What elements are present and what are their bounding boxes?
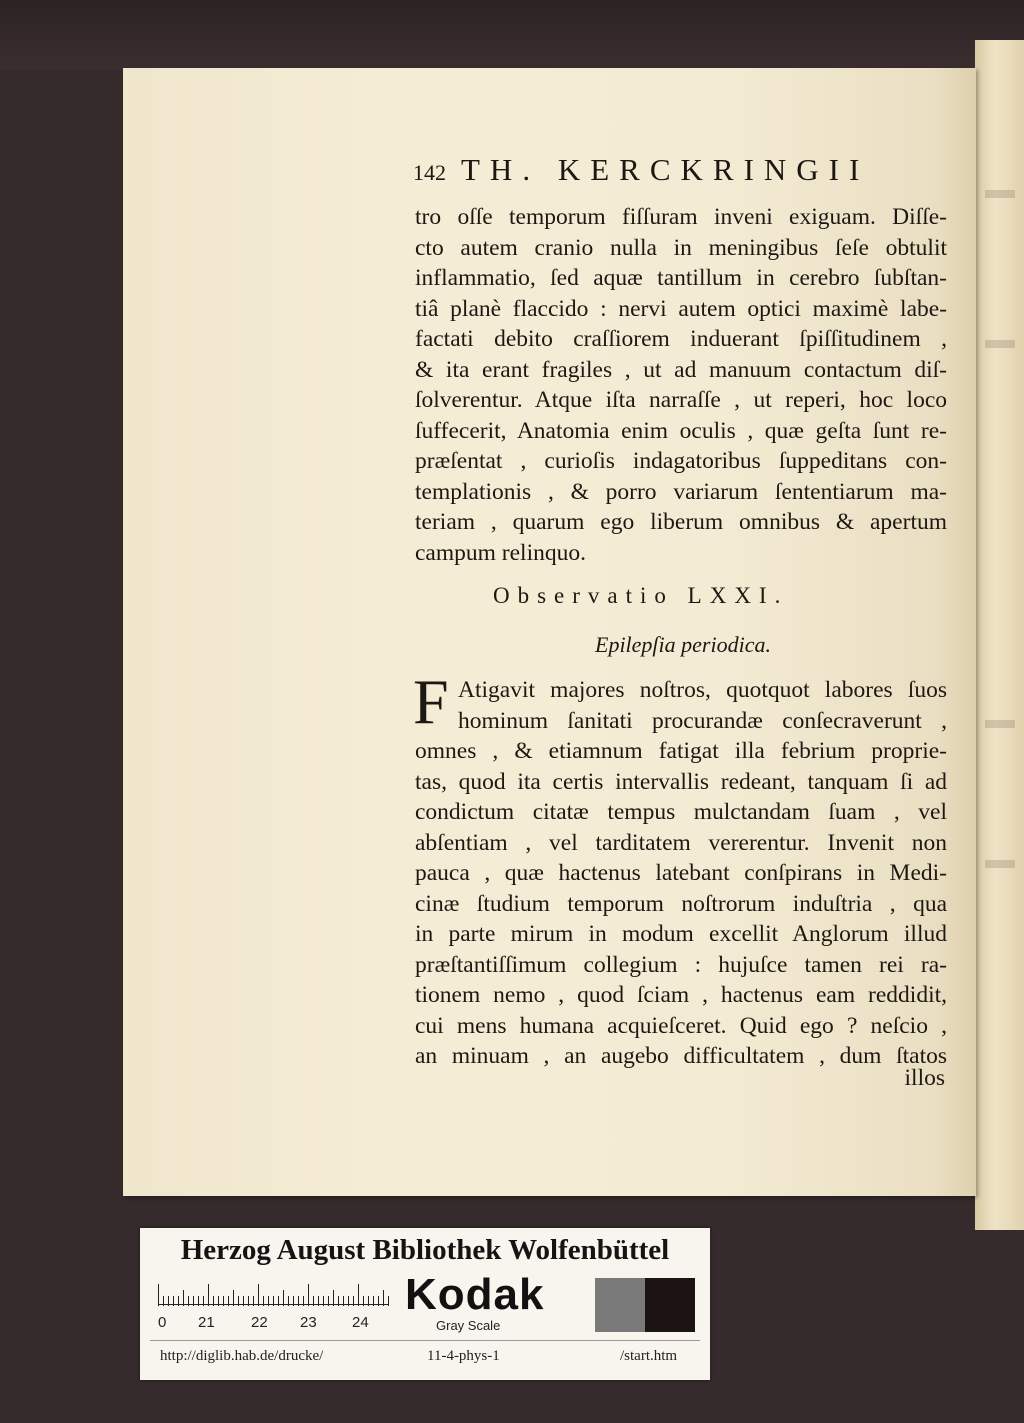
ruler-tick [188, 1296, 189, 1306]
ruler-tick [248, 1296, 249, 1306]
text-line: factati debito craſſiorem induerant ſpiſſitudinem , [415, 326, 947, 352]
ruler-tick [293, 1296, 294, 1306]
ruler-tick [223, 1296, 224, 1306]
text-line: & ita erant fragiles , ut ad manuum contactum diſ- [415, 356, 947, 383]
ruler-tick [158, 1284, 159, 1306]
ruler-tick [368, 1296, 369, 1306]
drop-cap: F [413, 666, 449, 737]
text-line: pauca , quæ hactenus latebant conſpirans in Medi- [415, 860, 947, 886]
ruler-tick [198, 1296, 199, 1306]
ruler-tick [173, 1296, 174, 1306]
text-line: inflammatio, ſed aquæ tantillum in cerebro ſubſtan- [415, 265, 947, 291]
ruler-tick [243, 1296, 244, 1306]
ruler-tick [328, 1296, 329, 1306]
ruler-tick [298, 1296, 299, 1306]
ruler-tick [168, 1296, 169, 1306]
text-line: templationis , & porro variarum ſententiarum ma- [415, 478, 947, 505]
ruler-number: 21 [198, 1314, 215, 1331]
source-url-base: http://diglib.hab.de/drucke/ [160, 1348, 324, 1364]
ruler-tick [323, 1296, 324, 1306]
ruler-tick [313, 1296, 314, 1306]
ruler-tick [238, 1296, 239, 1306]
ruler-tick [378, 1296, 379, 1306]
intro-paragraph [415, 202, 947, 568]
observation-subheading: Epilepſia periodica. [595, 632, 771, 657]
text-line: condictum citatæ tempus mulctandam ſuam , vel [415, 799, 947, 825]
ruler-number: 22 [251, 1314, 268, 1331]
ruler-tick [263, 1296, 264, 1306]
ruler-tick [383, 1290, 384, 1306]
ruler-tick [233, 1290, 234, 1306]
ruler-tick [213, 1296, 214, 1306]
text-line: tiâ planè flaccido : nervi autem optici maximè labe- [415, 295, 947, 322]
ruler-tick [363, 1296, 364, 1306]
library-name: Herzog August Bibliothek Wolfenbüttel [180, 1234, 670, 1266]
ruler-tick [303, 1296, 304, 1306]
text-line: campum relinquo. [415, 539, 586, 566]
ruler-tick [218, 1296, 219, 1306]
ruler-tick [208, 1284, 209, 1306]
ruler-tick [288, 1296, 289, 1306]
gray-scale-label: Gray Scale [436, 1318, 501, 1333]
catchword: illos [904, 1065, 945, 1091]
ruler-tick [338, 1296, 339, 1306]
running-head-title: TH. KERCKRINGII [461, 152, 870, 187]
ruler-tick [203, 1296, 204, 1306]
black-swatch [645, 1278, 695, 1332]
ruler-number: 23 [300, 1314, 317, 1331]
ruler-number: 24 [352, 1314, 369, 1331]
ruler-tick [308, 1284, 309, 1306]
ruler-tick [388, 1296, 389, 1306]
text-line: teriam , quarum ego liberum omnibus & apertum [415, 509, 947, 535]
observation-indented-lines [458, 675, 947, 736]
ruler-tick [163, 1296, 164, 1306]
card-divider [150, 1340, 700, 1341]
page-number: 142 [413, 160, 446, 185]
text-line: ſolverentur. Atque iſta narraſſe , ut reperi, hoc loco [415, 387, 947, 413]
scanner-backdrop [0, 0, 1024, 70]
text-line: cui mens humana acquieſceret. Quid ego ? neſcio , [415, 1012, 947, 1039]
text-line: Atigavit majores noſtros, quotquot labores ſuos [458, 677, 947, 703]
text-line: in parte mirum in modum excellit Anglorum illud [415, 921, 947, 947]
ruler-tick [178, 1296, 179, 1306]
ruler-tick [373, 1296, 374, 1306]
ruler-tick [183, 1290, 184, 1306]
text-line: ſuffecerit, Anatomia enim oculis , quæ geſta ſunt re- [415, 417, 947, 444]
adjacent-page-edge [975, 40, 1024, 1230]
text-line: præſentat , curioſis indagatoribus ſuppeditans con- [415, 448, 947, 474]
scale-ruler [158, 1276, 388, 1336]
text-line: tionem nemo , quod ſciam , hactenus eam reddidit, [415, 982, 947, 1008]
text-line: hominum ſanitati procurandæ conſecraverunt , [458, 707, 947, 734]
gray-swatch [595, 1278, 645, 1332]
text-line: abſentiam , vel tarditatem vererentur. Invenit non [415, 829, 947, 856]
ruler-tick [278, 1296, 279, 1306]
source-url-id: 11-4-phys-1 [427, 1348, 500, 1364]
text-line: præſtantiſſimum collegium : hujuſce tamen rei ra- [415, 951, 947, 978]
ruler-tick [353, 1296, 354, 1306]
text-line: cto autem cranio nulla in meningibus ſeſe obtulit [415, 234, 947, 261]
ruler-tick [273, 1296, 274, 1306]
text-line: omnes , & etiamnum fatigat illa febrium proprie- [415, 738, 947, 764]
text-line: tro oſſe temporum fiſſuram inveni exiguam. Diſſe- [415, 204, 947, 230]
ruler-tick [358, 1284, 359, 1306]
ruler-tick [318, 1296, 319, 1306]
ruler-tick [193, 1296, 194, 1306]
ruler-number: 0 [158, 1314, 167, 1331]
source-url-page: /start.htm [620, 1348, 678, 1364]
ruler-tick [268, 1296, 269, 1306]
ruler-tick [253, 1296, 254, 1306]
ruler-tick [228, 1296, 229, 1306]
text-line: cinæ ſtudium temporum noſtrorum induſtria , qua [415, 890, 947, 917]
ruler-tick [258, 1284, 259, 1306]
ruler-tick [333, 1290, 334, 1306]
kodak-logo: Kodak [405, 1270, 545, 1319]
observation-heading: Observatio LXXI. [493, 583, 789, 608]
text-line: tas, quod ita certis intervallis redeant, tanquam ſi ad [415, 768, 947, 795]
ruler-tick [343, 1296, 344, 1306]
running-head [413, 152, 953, 192]
text-line: an minuam , an augebo difficultatem , dum ſtatos [415, 1043, 947, 1069]
ruler-tick [348, 1296, 349, 1306]
observation-paragraph [415, 736, 947, 1072]
library-color-card [140, 1228, 710, 1380]
ruler-tick [283, 1290, 284, 1306]
